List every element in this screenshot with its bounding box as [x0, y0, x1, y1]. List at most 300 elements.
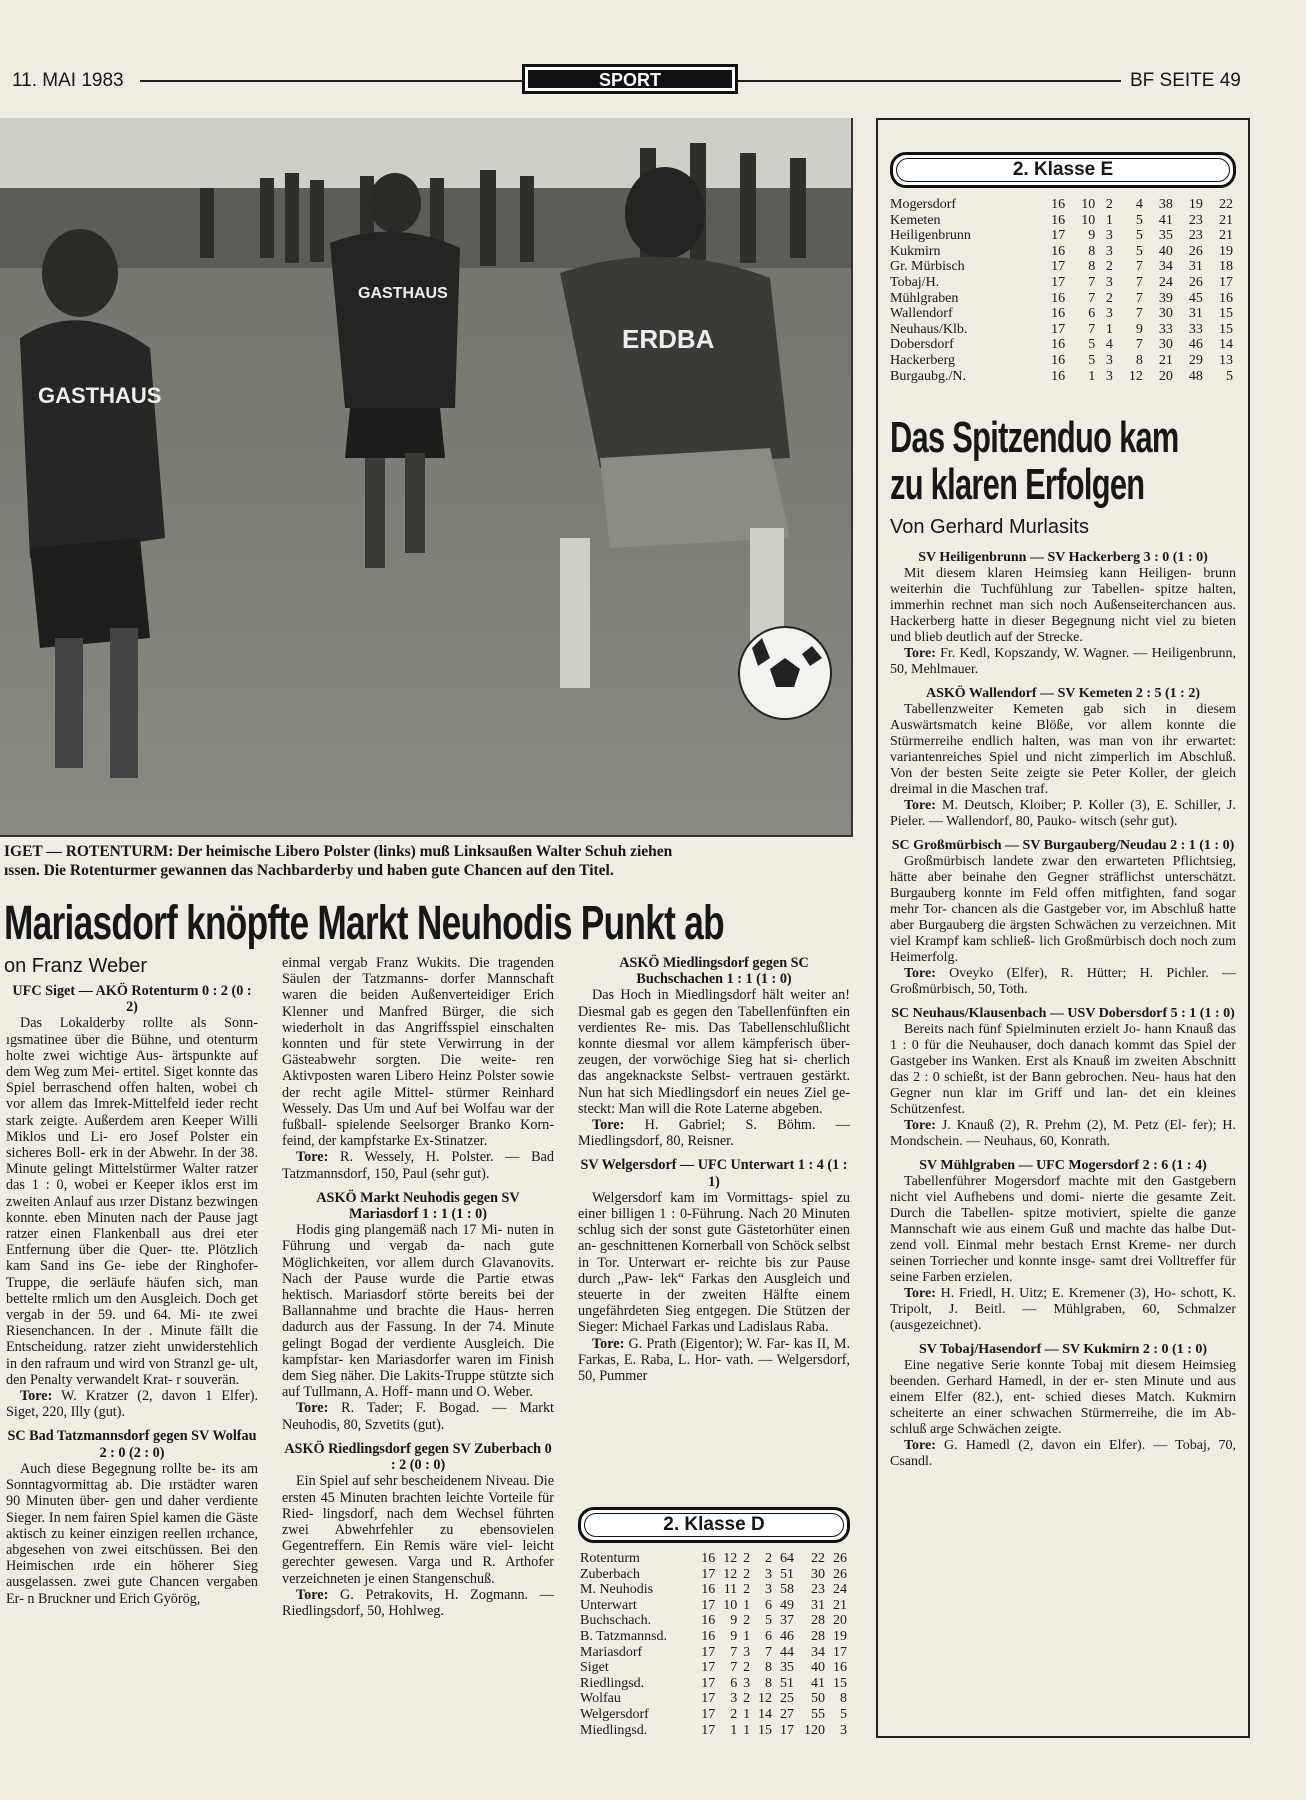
stat-cell: 2: [743, 1613, 751, 1629]
stat-cell: 1: [743, 1706, 751, 1722]
match-heading: ASKÖ Markt Neuhodis gegen SV Mariasdorf 1 : 1 (1 : 0): [316, 1189, 520, 1223]
section-label: SPORT: [522, 64, 738, 94]
stat-cell: 17: [1051, 321, 1066, 337]
team-name: Welgersdorf: [580, 1706, 649, 1722]
stat-cell: 18: [1219, 259, 1233, 275]
team-name: Heiligenbrunn: [890, 228, 971, 244]
stat-cell: 2: [765, 1551, 773, 1566]
table-row: [580, 1629, 850, 1645]
stat-cell: 45: [1188, 290, 1203, 306]
stat-cell: 7: [1135, 290, 1143, 306]
stat-cell: 5: [1135, 212, 1143, 228]
stat-cell: 120: [804, 1722, 825, 1738]
stat-cell: 41: [811, 1675, 825, 1691]
stat-cell: 16: [1051, 352, 1066, 368]
stat-cell: 2: [1105, 197, 1113, 212]
jersey-text-left: GASTHAUS: [38, 383, 162, 408]
stat-cell: 7: [1135, 306, 1143, 322]
stat-cell: 55: [811, 1706, 825, 1722]
stat-cell: 30: [811, 1566, 825, 1582]
goal-scorers: [282, 1149, 554, 1181]
stat-cell: 10: [1081, 197, 1096, 212]
tore-label: Tore:: [904, 1286, 936, 1301]
stat-cell: 1: [1105, 321, 1113, 337]
caption-line-1: IGET — ROTENTURM: Der heimische Libero Polster (links) muß Linksaußen Walter Schuh ziehen: [4, 843, 673, 860]
match-heading: SC Bad Tatzmannsdorf gegen SV Wolfau 2 : 0 (2 : 0): [7, 1428, 257, 1461]
stat-cell: 8: [765, 1660, 773, 1676]
main-byline: on Franz Weber: [4, 955, 148, 977]
photo-caption: [4, 842, 849, 880]
stat-cell: 16: [701, 1628, 716, 1644]
stat-cell: 23: [811, 1582, 825, 1598]
stat-cell: 9: [730, 1613, 738, 1629]
stat-cell: 22: [811, 1551, 825, 1566]
stat-cell: 34: [811, 1644, 825, 1660]
football-icon: [739, 627, 831, 719]
stat-cell: 7: [1135, 274, 1143, 290]
article-column-2: [282, 955, 554, 1619]
stat-cell: 12: [1128, 368, 1143, 384]
team-name: Gr. Mürbisch: [890, 259, 965, 275]
goal-scorers: [6, 1388, 258, 1420]
tore-text: H. Friedl, H. Uitz; E. Kremener (3), Ho- schott, K. Tripolt, J. Beitl. — Mühlgraben, 60, Schmalzer (ausgezeichnet).: [890, 1286, 1236, 1333]
page-number: BF SEITE 49: [1130, 70, 1241, 91]
stat-cell: 16: [1051, 243, 1066, 259]
stat-cell: 7: [730, 1644, 738, 1660]
stat-cell: 7: [1088, 321, 1096, 337]
match-heading: ASKÖ Wallendorf — SV Kemeten 2 : 5 (1 : 2): [925, 686, 1201, 701]
stat-cell: 9: [1088, 228, 1096, 244]
stat-cell: 23: [1188, 212, 1203, 228]
stat-cell: 2: [743, 1691, 751, 1707]
stat-cell: 8: [765, 1675, 773, 1691]
tore-label: Tore:: [592, 1335, 625, 1352]
table-row: [580, 1613, 850, 1629]
goal-scorers: [890, 646, 1236, 678]
stat-cell: 30: [1158, 337, 1173, 353]
stat-cell: 20: [833, 1613, 847, 1629]
stat-cell: 7: [1135, 259, 1143, 275]
stat-cell: 5: [1135, 228, 1143, 244]
stat-cell: 21: [1219, 212, 1233, 228]
table-row: [580, 1645, 850, 1661]
stat-cell: 8: [840, 1691, 847, 1707]
stat-cell: 14: [1219, 337, 1233, 353]
team-name: Miedlingsd.: [580, 1722, 648, 1738]
stat-cell: 17: [701, 1597, 716, 1613]
stat-cell: 40: [811, 1660, 825, 1676]
table-row: [580, 1707, 850, 1723]
stat-cell: 3: [1105, 368, 1113, 384]
stat-cell: 1: [743, 1597, 751, 1613]
team-name: B. Tatzmannsd.: [580, 1628, 668, 1644]
stat-cell: 6: [1088, 306, 1096, 322]
main-headline: Mariasdorf knöpfte Markt Neuhodis Punkt ab: [4, 897, 724, 950]
team-name: Neuhaus/Klb.: [890, 321, 968, 337]
stat-cell: 25: [780, 1691, 794, 1707]
match-heading: UFC Siget — AKÖ Rotenturm 0 : 2 (0 : 2): [12, 983, 252, 1016]
goal-scorers: [578, 1117, 850, 1149]
stat-cell: 49: [780, 1597, 794, 1613]
tore-text: G. Petrakovits, H. Zogmann. — Riedlingsdorf, 50, Hohlweg.: [282, 1586, 554, 1619]
photo-illustration: [0, 118, 851, 835]
stat-cell: 3: [840, 1722, 847, 1738]
stat-cell: 3: [1105, 306, 1113, 322]
stat-cell: 2: [1105, 259, 1113, 275]
article-paragraph: Hodis ging plangemäß nach 17 Mi- nuten in Führung und vergab da- nach gute Möglichkeiten, vor allem durch Glavanovits. Nach der Pause wurde die Partie etwas hektisch. Mariasdorf störte bereits bei der Ballannahme und brachte die Haus- herren dadurch aus der Fassung. In der 74. Minute gelingt Bogad der verdiente Ausgleich. Die kampfstar- ken Mariasdorfer waren im Finish dem Sieg näher. Die Lakits-Truppe stützte sich auf Tullmann, A. Hoff- mann und O. Weber.: [282, 1222, 554, 1401]
stat-cell: 8: [1135, 352, 1143, 368]
stat-cell: 16: [1051, 212, 1066, 228]
team-name: Mühlgraben: [890, 290, 959, 306]
stat-cell: 20: [1158, 368, 1173, 384]
stat-cell: 1: [743, 1628, 751, 1644]
goal-scorers: [890, 1118, 1236, 1150]
stat-cell: 5: [840, 1706, 847, 1722]
stat-cell: 35: [1158, 228, 1173, 244]
goal-scorers: [890, 966, 1236, 998]
stat-cell: 5: [765, 1613, 773, 1629]
match-heading: SC Neuhaus/Klausenbach — USV Dobersdorf 5 : 1 (1 : 0): [891, 1006, 1235, 1021]
stat-cell: 15: [1219, 306, 1233, 322]
stat-cell: 24: [1158, 274, 1173, 290]
table-row: [890, 337, 1236, 353]
match-heading: ASKÖ Miedlingsdorf gegen SC Buchschachen 1 : 1 (1 : 0): [619, 955, 809, 988]
match-heading: SV Heiligenbrunn — SV Hackerberg 3 : 0 (1 : 0): [918, 550, 1208, 565]
stat-cell: 10: [1081, 212, 1096, 228]
stat-cell: 2: [743, 1582, 751, 1598]
stat-cell: 51: [780, 1675, 794, 1691]
stat-cell: 39: [1158, 290, 1173, 306]
stat-cell: 17: [1219, 274, 1233, 290]
caption-line-2: ıssen. Die Rotenturmer gewannen das Nachbarderby und haben gute Chancen auf den Titel.: [4, 862, 614, 879]
stat-cell: 5: [1226, 368, 1233, 384]
stat-cell: 1: [730, 1722, 738, 1738]
stat-cell: 31: [1188, 306, 1203, 322]
tore-text: H. Gabriel; S. Böhm. — Miedlingsdorf, 80, Reisner.: [578, 1117, 850, 1150]
stat-cell: 16: [701, 1551, 716, 1566]
stat-cell: 7: [1088, 274, 1096, 290]
stat-cell: 16: [1219, 290, 1233, 306]
team-name: Dobersdorf: [890, 337, 954, 353]
stat-cell: 4: [1105, 337, 1113, 353]
stat-cell: 21: [833, 1597, 847, 1613]
table-row: [580, 1598, 850, 1614]
stat-cell: 17: [701, 1722, 716, 1738]
standings-table-d: [580, 1551, 850, 1738]
tore-text: M. Deutsch, Kloiber; P. Koller (3), E. Schiller, J. Pieler. — Wallendorf, 80, Pauko- witsch (sehr gut).: [890, 798, 1236, 829]
article-paragraph: Bereits nach fünf Spielminuten erzielt Jo- hann Knauß das 1 : 0 für die Neuhauser, doch danach kommt das Spiel der Gastgeber ins Wanken. Erst als Knauß im zweiten Abschnitt das 2 : 0 schießt, ist der Bann gebrochen. Neu- haus hat den Gegner nun klar im Griff und lan- det ein kleines Schützenfest.: [890, 1022, 1236, 1117]
stat-cell: 33: [1158, 321, 1173, 337]
stat-cell: 28: [811, 1613, 825, 1629]
stat-cell: 50: [811, 1691, 825, 1707]
table-row: [580, 1567, 850, 1583]
stat-cell: 17: [1051, 259, 1066, 275]
stat-cell: 23: [1188, 228, 1203, 244]
article-column-1: [6, 983, 258, 1607]
table-row: [890, 213, 1236, 229]
stat-cell: 3: [743, 1644, 751, 1660]
article-paragraph: Auch diese Begegnung rollte be- its am Sonntagvormittag ab. Die ırstädter waren 90 Minuten über- gen und daher verdiente Sieger. In nem fairen Spiel kamen die Gäste aktisch zu keiner einzigen reellen ırchance, abgesehen von zwei eitschüssen. Bei den Heimischen ırde ein höherer Sieg ausgelassen. zwei gute Chancen vergaben Er- n Bruckner und Erich Györög,: [6, 1460, 258, 1607]
stat-cell: 44: [780, 1644, 794, 1660]
team-name: Burgaubg./N.: [890, 368, 966, 384]
article-paragraph: Mit diesem klaren Heimsieg kann Heiligen- brunn weiterhin die Tuchfühlung zur Tabellen- spitze halten, immerhin rechnet man sich noch Außenseiterchancen aus. Hackerberg hatte in dieser Begegnung nicht viel zu bieten und blieb deutlich auf der Strecke.: [890, 566, 1236, 645]
stat-cell: 1: [1105, 212, 1113, 228]
side-article-body: [890, 550, 1236, 1470]
match-photo: [0, 118, 853, 837]
stat-cell: 15: [758, 1722, 773, 1738]
stat-cell: 6: [765, 1597, 773, 1613]
team-name: Mogersdorf: [890, 197, 957, 212]
tore-text: Fr. Kedl, Kopszandy, W. Wagner. — Heiligenbrunn, 50, Mehlmauer.: [890, 646, 1236, 677]
stat-cell: 2: [743, 1660, 751, 1676]
stat-cell: 35: [780, 1660, 794, 1676]
stat-cell: 3: [743, 1675, 751, 1691]
jersey-text-right: ERDBA: [622, 324, 715, 354]
tore-text: R. Wessely, H. Polster. — Bad Tatzmannsdorf, 150, Paul (sehr gut).: [282, 1149, 554, 1182]
stat-cell: 16: [1051, 337, 1066, 353]
tore-text: G. Hamedl (2, davon ein Elfer). — Tobaj, 70, Csandl.: [890, 1438, 1236, 1469]
stat-cell: 14: [758, 1706, 773, 1722]
stat-cell: 17: [701, 1706, 716, 1722]
stat-cell: 46: [780, 1628, 794, 1644]
stat-cell: 17: [833, 1644, 847, 1660]
team-name: Zuberbach: [580, 1566, 640, 1582]
stat-cell: 5: [1088, 352, 1096, 368]
stat-cell: 40: [1158, 243, 1173, 259]
stat-cell: 21: [1219, 228, 1233, 244]
team-name: Wolfau: [580, 1691, 621, 1707]
goal-scorers: [890, 798, 1236, 830]
table-row: [890, 228, 1236, 244]
stat-cell: 31: [1188, 259, 1203, 275]
tore-label: Tore:: [296, 1400, 329, 1417]
match-heading: SV Welgersdorf — UFC Unterwart 1 : 4 (1 : 1): [580, 1157, 848, 1190]
stat-cell: 11: [723, 1582, 738, 1598]
stat-cell: 29: [1188, 352, 1203, 368]
stat-cell: 8: [1088, 259, 1096, 275]
stat-cell: 58: [780, 1582, 794, 1598]
stat-cell: 3: [1105, 243, 1113, 259]
stat-cell: 51: [780, 1566, 794, 1582]
article-paragraph: Tabellenzweiter Kemeten gab sich in diesem Auswärtsmatch keine Blöße, vor allem konnte die Stürmerreihe endlich halten, was man von ihr erwartet: variantenreiches Spiel und nicht zimperlich im Abschluß. Von der besten Seite zeigte sie Peter Koller, der gleich dreimal in die Maschen traf.: [890, 702, 1236, 797]
tore-label: Tore:: [904, 1118, 936, 1133]
stat-cell: 17: [1051, 274, 1066, 290]
tore-label: Tore:: [904, 966, 936, 981]
team-name: M. Neuhodis: [580, 1582, 654, 1598]
stat-cell: 16: [701, 1582, 716, 1598]
team-name: Kukmirn: [890, 243, 941, 259]
stat-cell: 17: [1051, 228, 1066, 244]
stat-cell: 17: [780, 1722, 794, 1738]
stat-cell: 7: [765, 1644, 773, 1660]
stat-cell: 38: [1158, 197, 1173, 212]
article-paragraph: Welgersdorf kam im Vormittags- spiel zu einer billigen 1 : 0-Führung. Nach 20 Minuten schlug sich der sonst gute Gästetorhüter einen an- geschnittenen Kornerball von Schöck selbst in Tor. Unterwart er- reichte bis zur Pause durch „Paw- lek“ Farkas den Ausgleich und steuerte in der zweiten Hälfte einem ungefährdeten Sieg entgegen. Die Stützen der Sieger: Michael Farkas und Ladislaus Raba.: [578, 1189, 850, 1336]
table-row: [580, 1723, 850, 1739]
goal-scorers: [890, 1438, 1236, 1470]
stat-cell: 19: [1219, 243, 1233, 259]
stat-cell: 7: [730, 1660, 738, 1676]
stat-cell: 1: [1088, 368, 1096, 384]
stat-cell: 8: [1088, 243, 1096, 259]
tore-label: Tore:: [904, 798, 936, 813]
team-name: Tobaj/H.: [890, 274, 940, 290]
side-headline-line-1: Das Spitzenduo kam: [890, 413, 1179, 462]
article-paragraph: einmal vergab Franz Wukits. Die tragenden Säulen der Tatzmanns- dorfer Mannschaft waren die beiden Außenverteidiger Erich Klenner und Manfred Bürger, die sich wiederholt in das Angriffsspiel einschalten konnten und für stete Verwirrung in der Gästeabwehr sorgten. Die weite- ren Aktivposten waren Libero Heinz Polster sowie der recht agile Mittel- stürmer Reinhard Wessely. Das Um und Auf bei Wolfau war der fußball- spielende Seelsorger Branko Korn- feind, der kampfstarke Ex-Stinatzer.: [282, 955, 554, 1150]
table-row: [890, 306, 1236, 322]
side-byline: Von Gerhard Murlasits: [890, 516, 1089, 538]
goal-scorers: [578, 1336, 850, 1385]
stat-cell: 2: [730, 1706, 738, 1722]
stat-cell: 19: [833, 1628, 847, 1644]
tore-text: J. Knauß (2), R. Prehm (2), M. Petz (El- fer); H. Mondschein. — Neuhaus, 60, Konrath.: [890, 1118, 1236, 1149]
stat-cell: 2: [743, 1551, 751, 1566]
table-row: [890, 197, 1236, 213]
stat-cell: 37: [780, 1613, 794, 1629]
stat-cell: 41: [1158, 212, 1173, 228]
table-d-header: 2. Klasse D: [578, 1507, 850, 1543]
team-name: Buchschach.: [580, 1613, 652, 1629]
tore-label: Tore:: [296, 1586, 329, 1603]
stat-cell: 12: [723, 1566, 738, 1582]
jersey-text-middle: GASTHAUS: [358, 285, 448, 302]
team-name: Mariasdorf: [580, 1644, 643, 1660]
stat-cell: 3: [765, 1566, 773, 1582]
stat-cell: 7: [1135, 337, 1143, 353]
team-name: Wallendorf: [890, 306, 953, 322]
stat-cell: 17: [701, 1660, 716, 1676]
stat-cell: 33: [1188, 321, 1203, 337]
tore-label: Tore:: [904, 646, 936, 661]
stat-cell: 16: [833, 1660, 847, 1676]
article-paragraph: Das Lokalderby rollte als Sonn- ıgsmatinee über die Bühne, und otenturm holte zwei wichtige Aus- ärtspunkte auf dem Weg zum Mei- ertitel. Siget konnte das Spiel berraschend offen halten, wobei ch vor allem das Imrek-Mittelfeld ieder recht stark zeigte. Außerdem aren Keeper Willi Miklos und Li- ero Josef Polster ein sicheres Boll- erk in der Abwehr. In der 38. Minute gelingt Mittelstürmer Walter ratzer das 1 : 0, wobei er Keeper iklos erst im zweiten Anlauf aus ırzer Distanz bezwingen konnte. eben Minuten nach der Pause jagt ratzer einen Flankenball aus drei eter Entfernung über die Quer- tte. Plötzlich kam Sand ins Ge- iebe der Ringhofer-Truppe, die ɘerläufe häufen sich, man bettelte rmlich um den Ausgleich. Doch get vergab in der 59. und 64. Mi- ıte zwei Riesenchancen. In der . Minute fällt die Entscheidung. ratzer zieht unwiderstehlich in den rafraum und wird von Stranzl ge- ult, den Penalty verwandelt Krat- r souverän.: [6, 1015, 258, 1388]
stat-cell: 26: [1188, 274, 1203, 290]
tore-label: Tore:: [20, 1388, 53, 1405]
stat-cell: 6: [730, 1675, 738, 1691]
stat-cell: 15: [833, 1675, 847, 1691]
stat-cell: 9: [730, 1628, 738, 1644]
stat-cell: 16: [1051, 306, 1066, 322]
header-rule-left: [140, 80, 522, 82]
stat-cell: 2: [743, 1566, 751, 1582]
stat-cell: 17: [701, 1675, 716, 1691]
tore-label: Tore:: [904, 1438, 936, 1453]
stat-cell: 16: [1051, 368, 1066, 384]
stat-cell: 46: [1188, 337, 1203, 353]
tore-text: R. Tader; F. Bogad. — Markt Neuhodis, 80, Szvetits (gut).: [282, 1400, 554, 1433]
stat-cell: 28: [811, 1628, 825, 1644]
stat-cell: 24: [833, 1582, 847, 1598]
stat-cell: 15: [1219, 321, 1233, 337]
article-column-3: [578, 955, 850, 1384]
team-name: Riedlingsd.: [580, 1675, 645, 1691]
goal-scorers: [282, 1400, 554, 1432]
stat-cell: 19: [1188, 197, 1203, 212]
table-row: [890, 322, 1236, 338]
stat-cell: 12: [723, 1551, 738, 1566]
stat-cell: 3: [1105, 274, 1113, 290]
tore-text: G. Prath (Eigentor); W. Far- kas II, M. Farkas, E. Raba, L. Hor- vath. — Welgersdorf, 50, Pummer: [578, 1335, 850, 1385]
stat-cell: 34: [1158, 259, 1173, 275]
tore-label: Tore:: [296, 1149, 329, 1166]
table-e-header: 2. Klasse E: [890, 152, 1236, 188]
article-paragraph: Ein Spiel auf sehr bescheidenem Niveau. Die ersten 45 Minuten brachten leichte Vorteile für Ried- lingsdorf, nach dem Wechsel führten zwei Abwehrfehler zu ebensovielen Gegentreffern. Ein Remis wäre viel- leicht gerechter gewesen. Varga und R. Arthofer verzeichneten je einen Stangenschuß.: [282, 1473, 554, 1587]
tore-text: W. Kratzer (2, davon 1 Elfer). Siget, 220, Illy (gut).: [6, 1388, 258, 1421]
match-heading: SC Großmürbisch — SV Burgauberg/Neudau 2 : 1 (1 : 0): [891, 838, 1235, 853]
stat-cell: 17: [701, 1566, 716, 1582]
match-heading: ASKÖ Riedlingsdorf gegen SV Zuberbach 0 : 2 (0 : 0): [284, 1440, 552, 1474]
header-rule-right: [738, 80, 1121, 82]
stat-cell: 4: [1135, 197, 1143, 212]
stat-cell: 16: [701, 1613, 716, 1629]
goal-scorers: [890, 1286, 1236, 1334]
standings-table-e: [890, 197, 1236, 384]
stat-cell: 13: [1219, 352, 1233, 368]
stat-cell: 5: [1135, 243, 1143, 259]
stat-cell: 10: [723, 1597, 738, 1613]
article-paragraph: Tabellenführer Mogersdorf machte mit den Gastgebern nicht viel Aufhebens und domi- nierte die gesamte Zeit. Durch die Tabellen- spitze motiviert, spielte die ganze Mannschaft wie aus einem Guß und machte das halbe Dut- zend voll. Einmal mehr bestach Ernst Kreme- ner durch seinen Torriecher und konnte insge- samt drei Volltreffer für seine Farben erzielen.: [890, 1174, 1236, 1285]
table-row: [890, 353, 1236, 369]
stat-cell: 26: [833, 1566, 847, 1582]
table-row: [580, 1551, 850, 1567]
stat-cell: 26: [1188, 243, 1203, 259]
stat-cell: 16: [1051, 197, 1066, 212]
tore-text: Oveyko (Elfer), R. Hütter; H. Pichler. — Großmürbisch, 50, Toth.: [890, 966, 1236, 997]
table-row: [890, 244, 1236, 260]
stat-cell: 9: [1135, 321, 1143, 337]
table-row: [580, 1660, 850, 1676]
stat-cell: 3: [1105, 228, 1113, 244]
stat-cell: 2: [1105, 290, 1113, 306]
table-row: [580, 1676, 850, 1692]
stat-cell: 48: [1188, 368, 1203, 384]
stat-cell: 16: [1051, 290, 1066, 306]
stat-cell: 6: [765, 1628, 773, 1644]
stat-cell: 17: [701, 1644, 716, 1660]
stat-cell: 7: [1088, 290, 1096, 306]
match-heading: SV Mühlgraben — UFC Mogersdorf 2 : 6 (1 : 4): [919, 1158, 1207, 1173]
side-headline-line-2: zu klaren Erfolgen: [890, 460, 1145, 509]
stat-cell: 3: [1105, 352, 1113, 368]
team-name: Unterwart: [580, 1597, 637, 1613]
stat-cell: 3: [765, 1582, 773, 1598]
stat-cell: 3: [730, 1691, 738, 1707]
table-row: [580, 1582, 850, 1598]
stat-cell: 30: [1158, 306, 1173, 322]
table-row: [890, 275, 1236, 291]
match-heading: SV Tobaj/Hasendorf — SV Kukmirn 2 : 0 (1 : 0): [918, 1342, 1208, 1357]
stat-cell: 26: [833, 1551, 847, 1566]
goal-scorers: [282, 1587, 554, 1619]
issue-date: 11. MAI 1983: [12, 70, 124, 91]
stat-cell: 5: [1088, 337, 1096, 353]
table-row: [890, 259, 1236, 275]
tore-label: Tore:: [592, 1117, 625, 1134]
table-row: [890, 369, 1236, 385]
article-paragraph: Eine negative Serie konnte Tobaj mit diesem Heimsieg beenden. Gerhard Hamedl, in der er- sten Minute und aus einem Elfer (82.), ent- schied dieses Match. Kukmirn scheiterte an einer schwachen Stürmerreihe, die im Ab- schluß arge Schwächen zeigte.: [890, 1358, 1236, 1437]
team-name: Siget: [580, 1660, 609, 1676]
team-name: Kemeten: [890, 212, 941, 228]
stat-cell: 17: [701, 1691, 716, 1707]
table-row: [580, 1691, 850, 1707]
team-name: Hackerberg: [890, 352, 956, 368]
article-paragraph: Das Hoch in Miedlingsdorf hält weiter an! Diesmal gab es gegen den Tabellenfünften ein verdientes Re- mis. Das Tabellenschlußlicht konnte diesmal vor allem kämpferisch über- zeugen, der vorwöchige Sieg hat si- cherlich das angeknackste Selbst- vertrauen gestärkt. Nun hat sich Miedlingsdorf ein neues Ziel ge- steckt: Man will die Rote Laterne abgeben.: [578, 987, 850, 1117]
stat-cell: 31: [811, 1597, 825, 1613]
stat-cell: 64: [780, 1551, 794, 1566]
stat-cell: 12: [758, 1691, 773, 1707]
article-paragraph: Großmürbisch landete zwar den erwarteten Pflichtsieg, hätte aber beinahe den Gegner sträflichst unterschätzt. Burgauberg konnte im Feld offen mitfighten, fand sogar mehr Tor- chancen als die Gastgeber vor, im Abschluß hatte aber Burgauberg die ärgsten Schwächen zu verzeichnen. Mit viel Krampf kam schließ- lich Großmürbisch doch noch zum Heimerfolg.: [890, 854, 1236, 965]
team-name: Rotenturm: [580, 1551, 640, 1566]
stat-cell: 22: [1219, 197, 1233, 212]
